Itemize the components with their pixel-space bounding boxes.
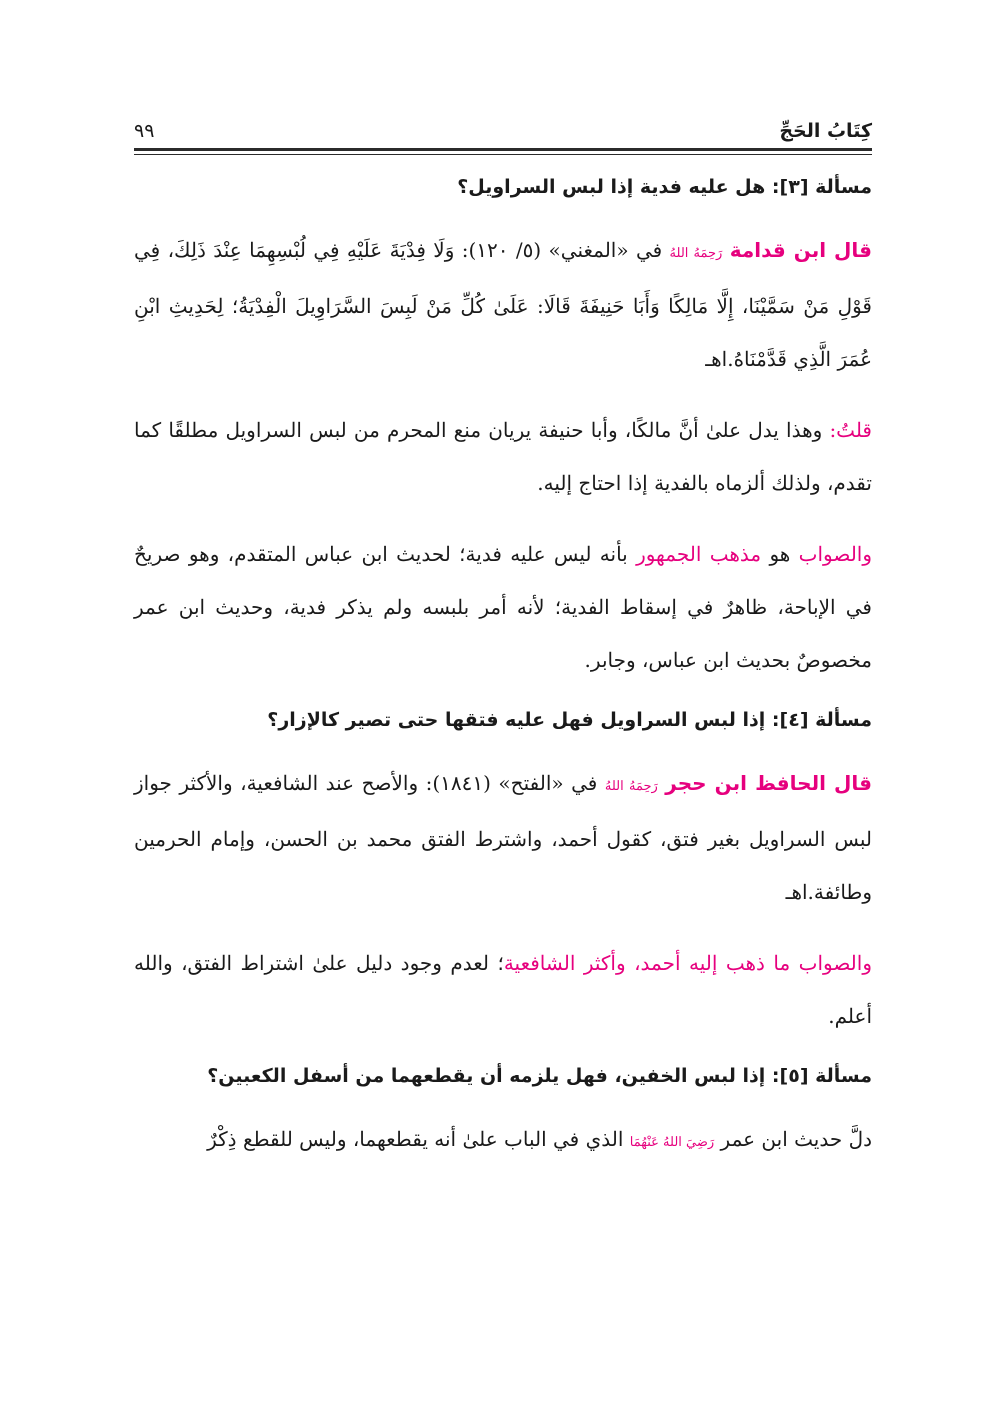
quote-text: في «الفتح» (١٨٤١): والأصح عند الشافعية، والأكثر جواز لبس السراويل بغير فتق، كقول أحمد، واشترط الفتق محمد بن الحسن، وإمام الحرمين وطائفة.اهـ bbox=[134, 771, 872, 904]
quote-author: قال الحافظ ابن حجر bbox=[665, 771, 873, 795]
correct-mid: هو bbox=[761, 542, 799, 566]
majority-school: مذهب الجمهور bbox=[636, 542, 762, 566]
note-text: وهذا يدل علىٰ أنَّ مالكًا، وأبا حنيفة يريان منع المحرم من لبس السراويل مطلقًا كما تقدم، ولذلك ألزماه بالفدية إذا احتاج إليه. bbox=[134, 418, 872, 495]
q5-text-start: دلَّ حديث ابن عمر bbox=[714, 1127, 872, 1151]
quote-author: قال ابن قدامة bbox=[729, 238, 872, 262]
quote-text: في «المغني» (٥/ ١٢٠): وَلَا فِدْيَةَ عَلَيْهِ فِي لُبْسِهِمَا عِنْدَ ذَلِكَ، فِي قَوْلِ مَنْ سَمَّيْنَا، إِلَّا مَالِكًا وَأَبَا حَنِيفَةَ قَالَا: عَلَىٰ كُلِّ مَنْ لَبِسَ السَّرَاوِيلَ الْفِدْيَةُ؛ لِحَدِيثِ ابْنِ عُمَرَ الَّذِي قَدَّمْنَاهُ.اهـ bbox=[134, 238, 872, 371]
correct-text: ؛ لعدم وجود دليل علىٰ اشتراط الفتق، والله أعلم. bbox=[134, 951, 872, 1028]
header-rule-thick bbox=[134, 148, 872, 151]
honorific: رَحِمَهُ اللهُ bbox=[669, 246, 723, 261]
page-content bbox=[134, 172, 872, 1187]
page-number: ٩٩ bbox=[134, 120, 155, 142]
correct-text: بأنه ليس عليه فدية؛ لحديث ابن عباس المتقدم، وهو صريحٌ في الإباحة، ظاهرٌ في إسقاط الفدية؛ لأنه أمر بلبسه ولم يذكر فدية، وحديث ابن عمر مخصوصٌ بحديث ابن عباس، وجابر. bbox=[134, 542, 872, 672]
note-label: قلتُ: bbox=[829, 418, 872, 442]
correct-opinion-q4 bbox=[134, 937, 872, 1043]
q5-text bbox=[134, 1113, 872, 1169]
book-title: كِتَابُ الحَجِّ bbox=[779, 120, 872, 142]
ibn-qudama-quote bbox=[134, 224, 872, 386]
question-4-heading: مسألة [٤]: إذا لبس السراويل فهل عليه فتقها حتى تصير كالإزار؟ bbox=[267, 709, 872, 731]
correct-opinion-q3 bbox=[134, 528, 872, 687]
header-rule-thin bbox=[134, 154, 872, 155]
honorific: رَحِمَهُ اللهُ bbox=[604, 779, 658, 794]
author-note bbox=[134, 404, 872, 510]
q5-text-end: الذي في الباب علىٰ أنه يقطعهما، وليس للقطع ذِكْرٌ bbox=[207, 1127, 630, 1151]
question-5-heading: مسألة [٥]: إذا لبس الخفين، فهل يلزمه أن يقطعهما من أسفل الكعبين؟ bbox=[207, 1065, 872, 1087]
correct-label: والصواب bbox=[798, 542, 873, 566]
honorific: رَضِيَ اللهُ عَنْهُمَا bbox=[629, 1135, 715, 1150]
page-header bbox=[134, 112, 872, 142]
ibn-hajar-quote bbox=[134, 757, 872, 919]
correct-highlight: والصواب ما ذهب إليه أحمد، وأكثر الشافعية bbox=[503, 951, 872, 975]
question-3-heading: مسألة [٣]: هل عليه فدية إذا لبس السراويل؟ bbox=[457, 176, 872, 198]
